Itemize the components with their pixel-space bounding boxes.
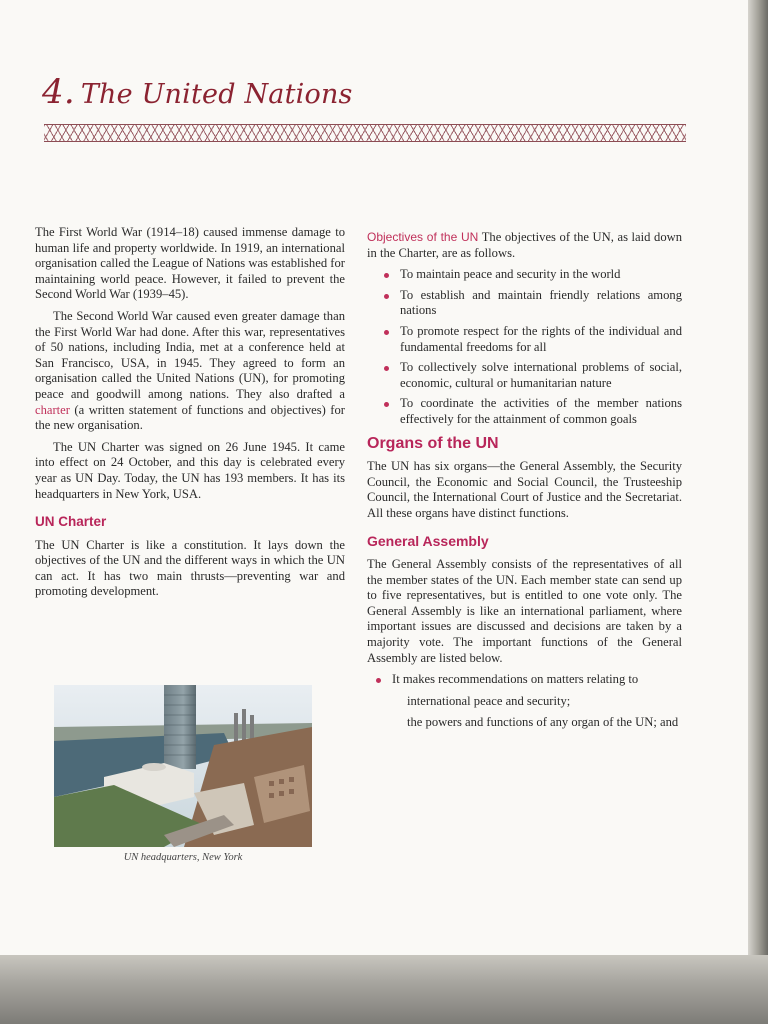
objectives-label: Objectives of the UN bbox=[367, 230, 479, 244]
chapter-number: 4. bbox=[42, 72, 75, 112]
list-item: To promote respect for the rights of the individual and fundamental freedoms for all bbox=[367, 324, 682, 355]
list-item: To maintain peace and security in the world bbox=[367, 267, 682, 283]
list-item: To establish and maintain friendly relations among nations bbox=[367, 288, 682, 319]
heading-organs: Organs of the UN bbox=[367, 434, 499, 452]
scan-bottom-edge bbox=[0, 955, 768, 1024]
chapter-title-text: The United Nations bbox=[80, 79, 353, 110]
paragraph-un-charter: The UN Charter is like a constitution. It lays down the objectives of the UN and the different ways in which the UN can act. It has two main thrusts—preventing war and promoting development. bbox=[35, 537, 345, 599]
left-column bbox=[35, 225, 345, 606]
list-item: To coordinate the activities of the member nations effectively for the attainment of common goals bbox=[367, 396, 682, 427]
paragraph-second-war: The Second World War caused even greater damage than the First World War had done. After this war, representatives of 50 nations, including India, met at a conference held at San Francisco, USA, in 1945. They agreed to form an organisation called the United Nations (UN), for promoting peace and goodwill among nations. They also drafted a charter (a written statement of functions and objectives) for the new organisation. bbox=[35, 308, 345, 433]
un-headquarters-photo bbox=[54, 685, 312, 847]
paragraph-general-assembly: The General Assembly consists of the representatives of all the member states of the UN. Each member state can send up to five representatives, but is entitled to one vote only. The General Assembly is like an international parliament, where important issues are discussed and decisions are taken by a majority vote. The important functions of the General Assembly are listed below. bbox=[367, 557, 682, 665]
ga-sub-item: international peace and security; bbox=[407, 693, 571, 708]
objectives-list bbox=[367, 267, 682, 427]
photo-caption: UN headquarters, New York bbox=[123, 852, 243, 863]
list-item: To collectively solve international problems of social, economic, cultural or humanitarian nature bbox=[367, 360, 682, 391]
paragraph-intro: The First World War (1914–18) caused immense damage to human life and property worldwide. In 1919, an international organisation called the League of Nations was established for maintaining world peace. However, it failed to prevent the Second World War (1939–45). bbox=[35, 225, 345, 302]
paragraph-organs: The UN has six organs—the General Assembly, the Security Council, the Economic and Social Council, the Trusteeship Council, the International Court of Justice and the Secretariat. All these organs have distinct functions. bbox=[367, 459, 682, 520]
right-column bbox=[367, 230, 682, 731]
list-item: It makes recommendations on matters relating to bbox=[367, 672, 682, 688]
decorative-border bbox=[44, 124, 686, 142]
page-edge-shadow bbox=[748, 0, 768, 1024]
ga-functions-list bbox=[367, 672, 682, 688]
keyword-charter: charter bbox=[35, 402, 70, 417]
objectives-intro: Objectives of the UN The objectives of the UN, as laid down in the Charter, are as follows. bbox=[367, 230, 683, 260]
heading-general-assembly: General Assembly bbox=[367, 532, 489, 549]
ga-sub-item: the powers and functions of any organ of the UN; and bbox=[407, 715, 679, 730]
chapter-title bbox=[42, 72, 353, 112]
paragraph-charter-signed: The UN Charter was signed on 26 June 1945. It came into effect on 24 October, and this day is celebrated every year as UN Day. Today, the UN has 193 members. It has its headquarters in New York, USA. bbox=[35, 439, 345, 501]
heading-un-charter: UN Charter bbox=[35, 514, 107, 530]
